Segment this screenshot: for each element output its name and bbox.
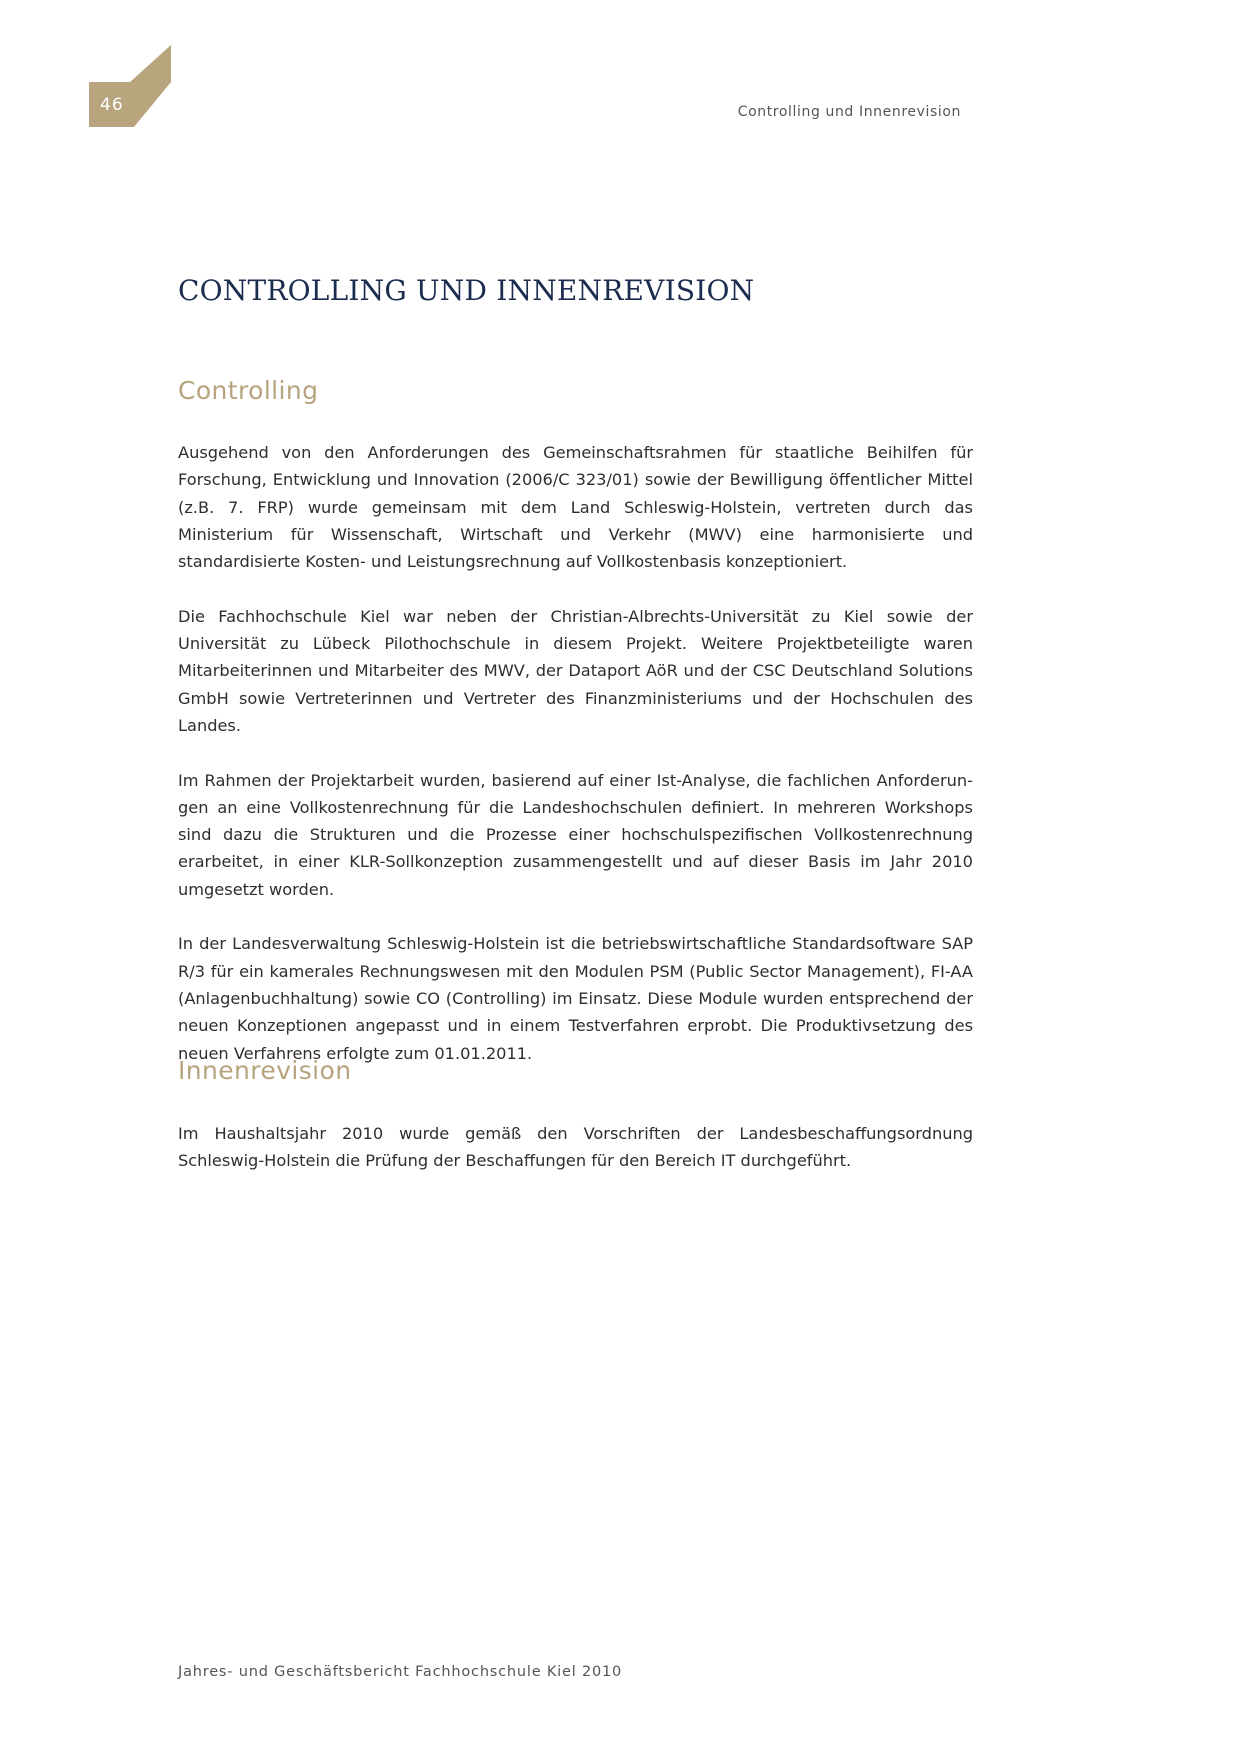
page-title: CONTROLLING UND INNENREVISION <box>178 274 755 307</box>
section-body-controlling <box>178 439 973 1094</box>
section-heading-innenrevision: Innenrevision <box>178 1056 352 1085</box>
paragraph: Ausgehend von den Anforderungen des Gemeinschaftsrahmen für staatliche Beihilfen für Forschung, Entwicklung und Innovation (2006/C 323/01) sowie der Bewilligung öffentlicher Mittel (z.B. 7. FRP) wurde gemeinsam mit dem Land Schleswig-Holstein, vertreten durch das Ministerium für Wissenschaft, Wirtschaft und Verkehr (MWV) eine harmonisierte und standardisierte Kosten- und Leistungsrechnung auf Vollkostenbasis konzeptioniert. <box>178 443 973 572</box>
page-number-badge <box>89 45 171 127</box>
paragraph: Im Rahmen der Projektarbeit wurden, basierend auf einer Ist-Analyse, die fachlichen Anforderungen an eine Vollkostenrechnung für die Landeshochschulen definiert. In mehreren Workshops sind dazu die Strukturen und die Prozesse einer hochschulspezifischen Vollkostenrechnung erarbeitet, in einer KLR-Sollkonzeption zusammengestellt und auf dieser Basis im Jahr 2010 umgesetzt worden. <box>178 770 973 899</box>
paragraph: In der Landesverwaltung Schleswig-Holstein ist die betriebswirtschaftliche Standardsoftware SAP R/3 für ein kamerales Rechnungswesen mit den Modulen PSM (Public Sector Management), FI-AA (Anlagenbuchhaltung) sowie CO (Controlling) im Einsatz. Diese Module wurden entsprechend der neuen Konzeptionen angepasst und in einem Testverfahren erprobt. Die Produktivsetzung des neuen Verfahrens erfolgte zum 01.01.2011. <box>178 934 973 1063</box>
page-number: 46 <box>100 95 124 115</box>
running-title: Controlling und Innenrevision <box>737 104 961 120</box>
paragraph: Im Haushaltsjahr 2010 wurde gemäß den Vorschriften der Landesbeschaffungsordnung Schleswig-Holstein die Prüfung der Beschaffungen für den Bereich IT durchgeführt. <box>178 1124 973 1171</box>
page-footer: Jahres- und Geschäftsbericht Fachhochschule Kiel 2010 <box>178 1664 623 1680</box>
section-body-innenrevision <box>178 1120 973 1202</box>
section-heading-controlling: Controlling <box>178 376 319 405</box>
paragraph: Die Fachhochschule Kiel war neben der Christian-Albrechts-Universität zu Kiel sowie der Universität zu Lübeck Pilothochschule in diesem Projekt. Weitere Projektbeteiligte waren Mitarbeiterinnen und Mitarbeiter des MWV, der Dataport AöR und der CSC Deutschland Solutions GmbH sowie Vertreterinnen und Vertreter des Finanzministeriums und der Hochschulen des Landes. <box>178 606 973 735</box>
